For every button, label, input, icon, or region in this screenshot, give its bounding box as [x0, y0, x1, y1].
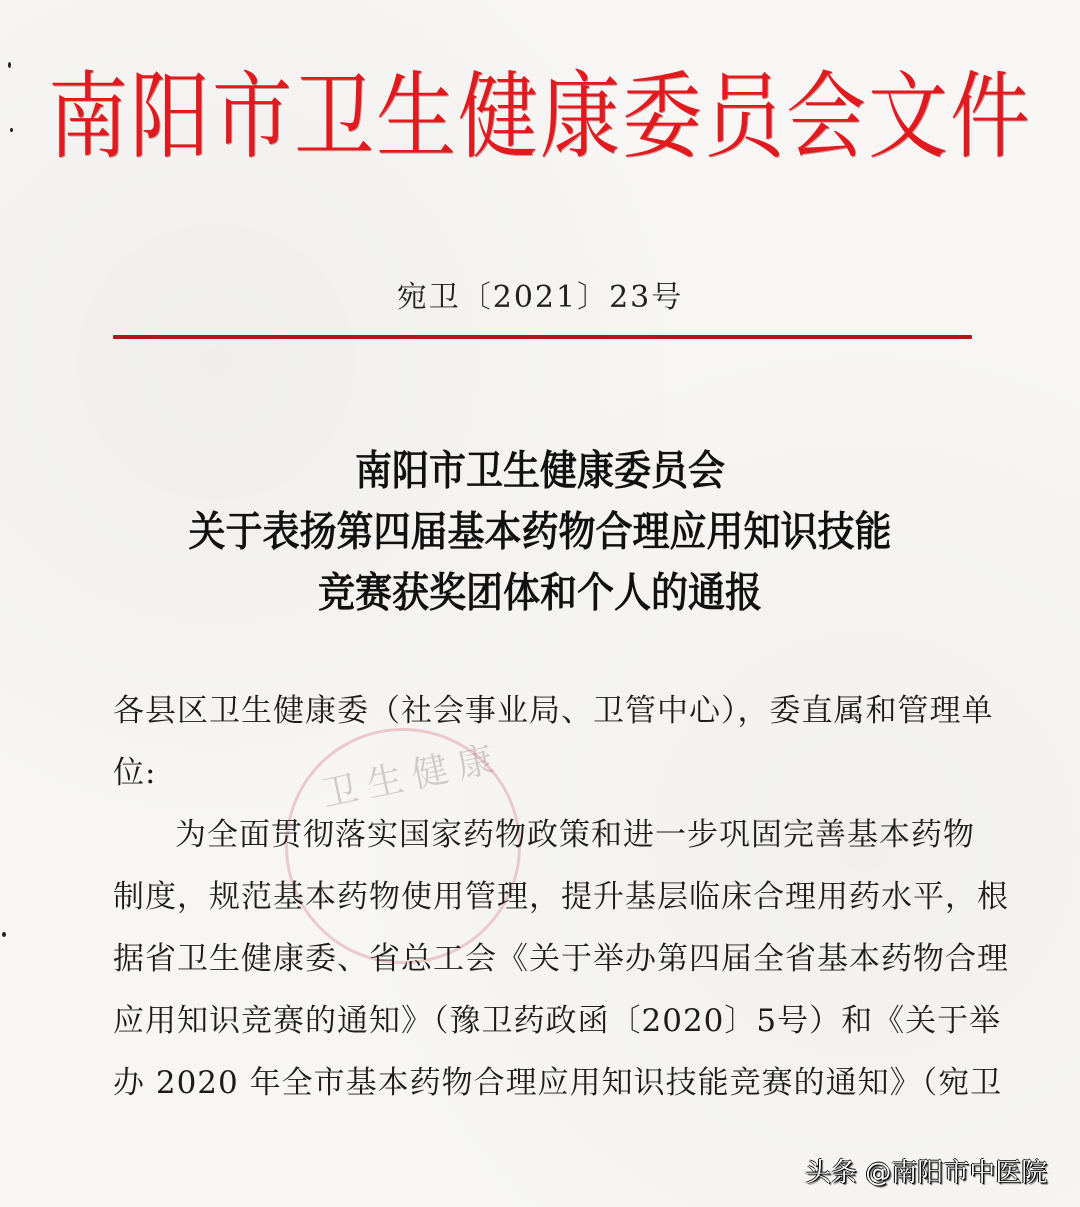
official-seal-text: 卫生健康: [318, 737, 507, 816]
document-number: 宛卫〔2021〕23号: [396, 280, 684, 315]
scan-speck: [8, 62, 11, 68]
document-header-title: 南阳市卫生健康委员会文件: [48, 61, 1032, 172]
body-paragraph-line: 办 2020 年全市基本药物合理应用知识技能竞赛的通知》（宛卫: [113, 1065, 1003, 1101]
scan-speck: [2, 932, 6, 937]
body-line-addressee-cont: 位:: [113, 755, 157, 791]
document-body: [113, 680, 1009, 1114]
body-paragraph-line: 据省卫生健康委、省总工会《关于举办第四届全省基本药物合理: [113, 941, 1009, 977]
red-separator-line: [113, 335, 972, 339]
notice-title: [0, 440, 1080, 623]
notice-title-line-3: 竞赛获奖团体和个人的通报: [318, 568, 762, 617]
body-paragraph-line: 为全面贯彻落实国家药物政策和进一步巩固完善基本药物: [175, 817, 975, 853]
body-paragraph-line: 应用知识竞赛的通知》（豫卫药政函〔2020〕5号）和《关于举: [113, 1003, 1002, 1039]
body-paragraph-line: 制度，规范基本药物使用管理，提升基层临床合理用药水平，根: [113, 879, 1009, 915]
body-line-addressee: 各县区卫生健康委（社会事业局、卫管中心），委直属和管理单: [113, 693, 994, 729]
source-watermark: 头条 @南阳市中医院: [805, 1158, 1048, 1188]
notice-title-line-1: 南阳市卫生健康委员会: [355, 446, 725, 495]
scan-speck: [10, 128, 13, 132]
notice-title-line-2: 关于表扬第四届基本药物合理应用知识技能: [188, 507, 892, 556]
